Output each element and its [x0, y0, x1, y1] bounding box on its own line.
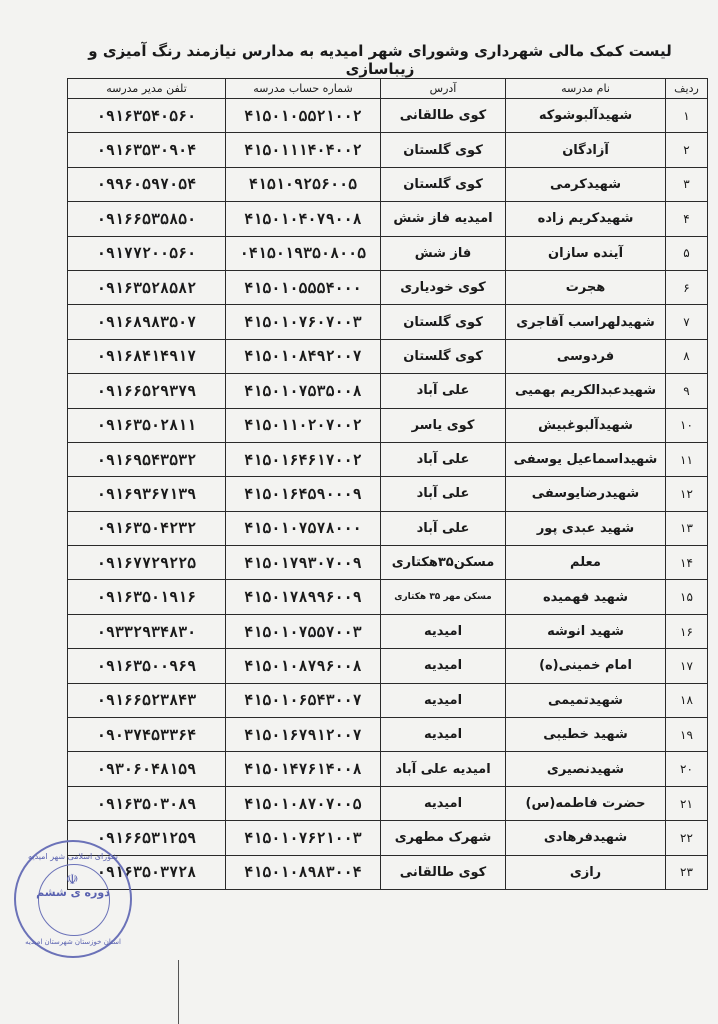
account-number: ۴۱۵۰۱۷۹۳۰۷۰۰۹ — [226, 546, 381, 580]
stamp-bottom-text: استان خوزستان شهرستان امیدیه — [25, 938, 121, 946]
school-address: کوی یاسر — [381, 408, 506, 442]
schools-table — [67, 78, 708, 890]
school-address: علی آباد — [381, 374, 506, 408]
row-number: ۲۰ — [666, 752, 708, 786]
table-row — [68, 270, 708, 304]
principal-phone: ۰۹۱۶۳۵۳۰۹۰۴ — [68, 133, 226, 167]
school-name: شهید انوشه — [506, 614, 666, 648]
account-number: ۴۱۵۰۱۰۸۷۹۶۰۰۸ — [226, 649, 381, 683]
header-num: ردیف — [666, 79, 708, 99]
school-address: کوی گلستان — [381, 305, 506, 339]
header-address: آدرس — [381, 79, 506, 99]
school-address: کوی گلستان — [381, 167, 506, 201]
header-account: شماره حساب مدرسه — [226, 79, 381, 99]
school-name: شهید خطیبی — [506, 718, 666, 752]
row-number: ۲۳ — [666, 855, 708, 889]
row-number: ۲ — [666, 133, 708, 167]
principal-phone: ۰۹۱۶۷۷۲۹۲۲۵ — [68, 546, 226, 580]
principal-phone: ۰۹۱۷۷۲۰۰۵۶۰ — [68, 236, 226, 270]
row-number: ۱۸ — [666, 683, 708, 717]
school-name: شهیدآلبوشوکه — [506, 99, 666, 133]
account-number: ۴۱۵۰۱۰۵۵۵۴۰۰۰ — [226, 270, 381, 304]
school-address: امیدیه — [381, 649, 506, 683]
school-address: کوی طالقانی — [381, 99, 506, 133]
school-address: امیدیه — [381, 718, 506, 752]
account-number: ۴۱۵۰۱۱۰۲۰۷۰۰۲ — [226, 408, 381, 442]
table-row — [68, 477, 708, 511]
principal-phone: ۰۹۳۰۶۰۴۸۱۵۹ — [68, 752, 226, 786]
row-number: ۳ — [666, 167, 708, 201]
school-address: شهرک مطهری — [381, 821, 506, 855]
table-row — [68, 786, 708, 820]
principal-phone: ۰۹۱۶۳۵۰۱۹۱۶ — [68, 580, 226, 614]
row-number: ۱۷ — [666, 649, 708, 683]
school-name: شهیدرضایوسفی — [506, 477, 666, 511]
principal-phone: ۰۹۱۶۹۵۴۳۵۳۲ — [68, 442, 226, 476]
principal-phone: ۰۹۱۶۶۵۳۵۸۵۰ — [68, 202, 226, 236]
row-number: ۶ — [666, 270, 708, 304]
principal-phone: ۰۹۱۶۶۵۳۱۲۵۹ — [68, 821, 226, 855]
principal-phone: ۰۹۱۶۳۵۰۳۷۲۸ — [68, 855, 226, 889]
table-row — [68, 718, 708, 752]
emblem-icon: ☫ — [66, 872, 79, 888]
stamp-middle-text: دوره ی ششم — [36, 886, 110, 899]
school-address: علی آباد — [381, 442, 506, 476]
school-name: شهیدلهراسب آقاجری — [506, 305, 666, 339]
table-header-row — [68, 79, 708, 99]
table-row — [68, 99, 708, 133]
school-name: شهیدعبدالکریم بهمیی — [506, 374, 666, 408]
table-row — [68, 683, 708, 717]
school-address: مسکن مهر ۳۵ هکتاری — [381, 580, 506, 614]
school-name: هجرت — [506, 270, 666, 304]
council-stamp — [14, 840, 132, 958]
school-address: امیدیه — [381, 786, 506, 820]
principal-phone: ۰۹۱۶۳۵۴۰۵۶۰ — [68, 99, 226, 133]
table-row — [68, 408, 708, 442]
document-title: لیست کمک مالی شهرداری وشورای شهر امیدیه به مدارس نیازمند رنگ آمیزی و زیباسازی — [88, 42, 672, 78]
principal-phone: ۰۹۳۳۲۹۳۴۸۳۰ — [68, 614, 226, 648]
table-row — [68, 649, 708, 683]
account-number: ۴۱۵۰۱۰۸۷۰۷۰۰۵ — [226, 786, 381, 820]
row-number: ۸ — [666, 339, 708, 373]
account-number: ۴۱۵۰۱۶۷۹۱۲۰۰۷ — [226, 718, 381, 752]
school-name: آینده سازان — [506, 236, 666, 270]
account-number: ۴۱۵۰۱۶۴۶۱۷۰۰۲ — [226, 442, 381, 476]
school-name: فردوسی — [506, 339, 666, 373]
principal-phone: ۰۹۱۶۶۵۲۳۸۴۳ — [68, 683, 226, 717]
school-address: امیدیه — [381, 614, 506, 648]
school-address: فاز شش — [381, 236, 506, 270]
school-name: شهیدفرهادی — [506, 821, 666, 855]
principal-phone: ۰۹۱۶۳۵۰۳۰۸۹ — [68, 786, 226, 820]
table-row — [68, 167, 708, 201]
table-row — [68, 821, 708, 855]
principal-phone: ۰۹۱۶۶۵۲۹۳۷۹ — [68, 374, 226, 408]
account-number: ۴۱۵۰۱۰۸۴۹۲۰۰۷ — [226, 339, 381, 373]
school-address: امیدیه فاز شش — [381, 202, 506, 236]
school-name: شهیدتمیمی — [506, 683, 666, 717]
school-name: امام خمینی(ه) — [506, 649, 666, 683]
account-number: ۰۴۱۵۰۱۹۳۵۰۸۰۰۵ — [226, 236, 381, 270]
account-number: ۴۱۵۰۱۷۸۹۹۶۰۰۹ — [226, 580, 381, 614]
row-number: ۵ — [666, 236, 708, 270]
table-row — [68, 511, 708, 545]
principal-phone: ۰۹۱۶۹۳۶۷۱۳۹ — [68, 477, 226, 511]
account-number: ۴۱۵۰۱۰۸۹۸۳۰۰۴ — [226, 855, 381, 889]
principal-phone: ۰۹۱۶۳۵۰۴۲۳۲ — [68, 511, 226, 545]
school-name: شهید فهمیده — [506, 580, 666, 614]
header-phone: تلفن مدیر مدرسه — [68, 79, 226, 99]
table-row — [68, 339, 708, 373]
row-number: ۱۵ — [666, 580, 708, 614]
principal-phone: ۰۹۰۳۷۴۵۳۳۶۴ — [68, 718, 226, 752]
row-number: ۱۱ — [666, 442, 708, 476]
table-row — [68, 614, 708, 648]
school-name: آزادگان — [506, 133, 666, 167]
row-number: ۱۹ — [666, 718, 708, 752]
row-number: ۱۶ — [666, 614, 708, 648]
account-number: ۴۱۵۰۱۰۷۵۳۵۰۰۸ — [226, 374, 381, 408]
table-row — [68, 580, 708, 614]
row-number: ۲۱ — [666, 786, 708, 820]
account-number: ۴۱۵۰۱۰۷۵۷۸۰۰۰ — [226, 511, 381, 545]
row-number: ۱۳ — [666, 511, 708, 545]
account-number: ۴۱۵۰۱۴۷۶۱۴۰۰۸ — [226, 752, 381, 786]
row-number: ۹ — [666, 374, 708, 408]
school-address: امیدیه علی آباد — [381, 752, 506, 786]
principal-phone: ۰۹۹۶۰۵۹۷۰۵۴ — [68, 167, 226, 201]
principal-phone: ۰۹۱۶۸۴۱۴۹۱۷ — [68, 339, 226, 373]
school-name: شهید عبدی پور — [506, 511, 666, 545]
account-number: ۴۱۵۰۱۰۶۵۴۳۰۰۷ — [226, 683, 381, 717]
school-address: مسکن۳۵هکتاری — [381, 546, 506, 580]
principal-phone: ۰۹۱۶۸۹۸۳۵۰۷ — [68, 305, 226, 339]
school-name: رازی — [506, 855, 666, 889]
header-name: نام مدرسه — [506, 79, 666, 99]
school-address: کوی گلستان — [381, 339, 506, 373]
account-number: ۴۱۵۰۱۱۱۴۰۴۰۰۲ — [226, 133, 381, 167]
table-row — [68, 752, 708, 786]
account-number: ۴۱۵۰۱۰۴۰۷۹۰۰۸ — [226, 202, 381, 236]
row-number: ۱ — [666, 99, 708, 133]
row-number: ۱۴ — [666, 546, 708, 580]
account-number: ۴۱۵۱۰۹۲۵۶۰۰۵ — [226, 167, 381, 201]
row-number: ۴ — [666, 202, 708, 236]
account-number: ۴۱۵۰۱۰۷۶۲۱۰۰۳ — [226, 821, 381, 855]
school-address: علی آباد — [381, 477, 506, 511]
school-name: معلم — [506, 546, 666, 580]
school-address: کوی خودیاری — [381, 270, 506, 304]
table-row — [68, 442, 708, 476]
table-row — [68, 236, 708, 270]
school-name: شهیدکریم زاده — [506, 202, 666, 236]
school-address: کوی گلستان — [381, 133, 506, 167]
school-address: امیدیه — [381, 683, 506, 717]
school-name: شهیدکرمی — [506, 167, 666, 201]
row-number: ۷ — [666, 305, 708, 339]
row-number: ۱۰ — [666, 408, 708, 442]
account-number: ۴۱۵۰۱۶۴۵۹۰۰۰۹ — [226, 477, 381, 511]
school-name: حضرت فاطمه(س) — [506, 786, 666, 820]
account-number: ۴۱۵۰۱۰۵۵۲۱۰۰۲ — [226, 99, 381, 133]
row-number: ۲۲ — [666, 821, 708, 855]
principal-phone: ۰۹۱۶۳۵۲۸۵۸۲ — [68, 270, 226, 304]
school-address: علی آباد — [381, 511, 506, 545]
school-name: شهیدنصیری — [506, 752, 666, 786]
account-number: ۴۱۵۰۱۰۷۶۰۷۰۰۳ — [226, 305, 381, 339]
row-number: ۱۲ — [666, 477, 708, 511]
school-address: کوی طالقانی — [381, 855, 506, 889]
table-row — [68, 546, 708, 580]
margin-line — [178, 960, 179, 1024]
table-row — [68, 855, 708, 889]
table-row — [68, 202, 708, 236]
table-body — [68, 99, 708, 890]
principal-phone: ۰۹۱۶۳۵۰۲۸۱۱ — [68, 408, 226, 442]
table-row — [68, 133, 708, 167]
table-row — [68, 305, 708, 339]
school-name: شهیدآلبوغبیش — [506, 408, 666, 442]
table-row — [68, 374, 708, 408]
stamp-top-text: شورای اسلامی شهر امیدیه — [28, 852, 118, 861]
principal-phone: ۰۹۱۶۳۵۰۰۹۶۹ — [68, 649, 226, 683]
school-name: شهیداسماعیل یوسفی — [506, 442, 666, 476]
account-number: ۴۱۵۰۱۰۷۵۵۷۰۰۳ — [226, 614, 381, 648]
